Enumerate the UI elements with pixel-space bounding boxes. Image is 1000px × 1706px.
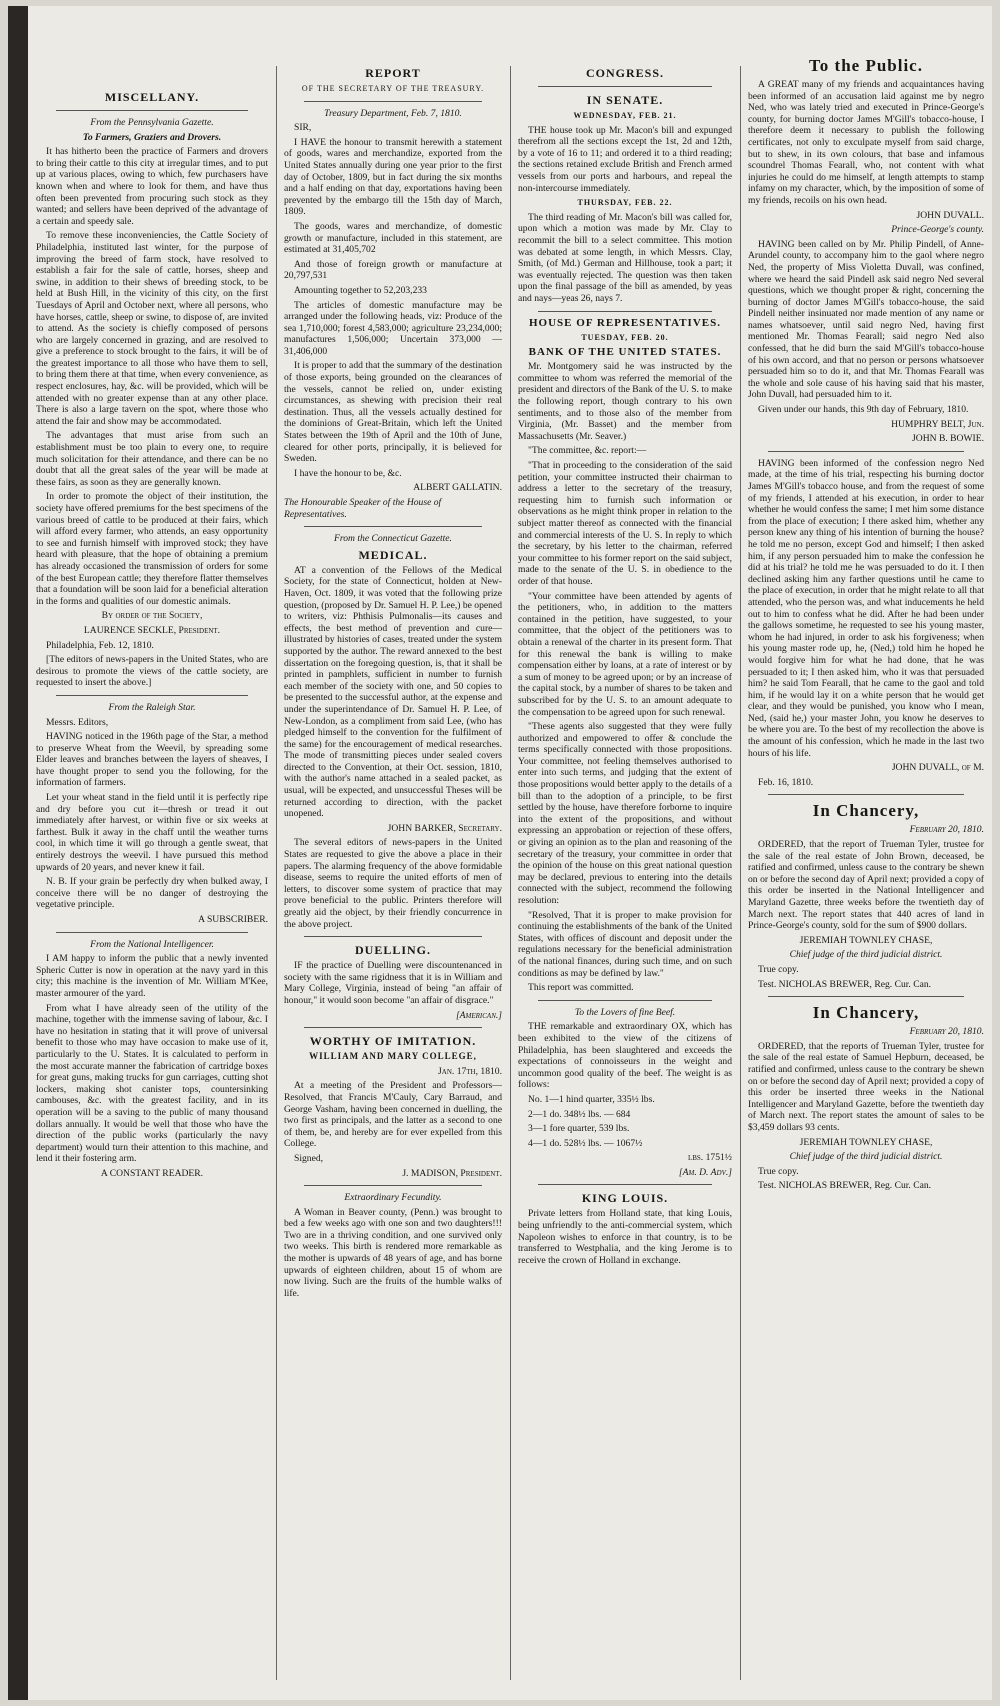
paragraph: HAVING been informed of the confession negro Ned made, at the time of his trial, respecting his burning doctor James M'Gill's tobacco house, and from the request of some of my friends, I attended at his execution, in order to hear whether he would confess the same; I met him some distance from the place of execution; I there asked him, whether any person knew any thing of his intention of burning the house? he told me no person, except God and himself; I then asked him, if any person persuaded him to make the confession he did at his trial? he told me he was persuaded to do it. I then declined asking him any farther questions until he came to the place of execution, in order that he might relate to all that attended, who the person was, and what inducements he held out to him to confess what he did. After he had been under the gallows sometime, he requested to see his young master, whom he had injured, in order to ask his forgiveness; when his young master rode up, he, (Ned,) told him he hoped he would forgive him for what he had done, that he was persuaded to it; I then asked him, who it was that persuaded him? he said Tom Fearall, that he came to the gaol and told him, if he would lay it on a white person that he would get clear, and they would be punished, you know who I mean, Ned, (said he,) your master John, you know he deserves to be where you are. To the best of my recollection the above is the amount of his confession, which he made in the last two hours of his life. xyxy=(748,457,984,759)
paragraph: ORDERED, that the reports of Trueman Tyler, trustee for the sale of the real estate of Samuel Hepburn, deceased, be ratified and confirmed, unless cause to the contrary be shewn on or before the second day of April next; provided a copy of this order be inserted three weeks in the National Intelligencer and Maryland Gazette, before the twentieth day of March next. The report states the amount of sales to be $3,459 dollars 93 cents. xyxy=(748,1040,984,1133)
paragraph: IF the practice of Duelling were discountenanced in society with the same rigidness that it is in William and Mary College, Virginia, instead of being "an affair of honour," it would soon become "an affair of disgrace." xyxy=(284,960,502,1006)
signature: JEREMIAH TOWNLEY CHASE, xyxy=(799,1136,933,1148)
column-1 xyxy=(36,90,268,1680)
editor-note: [The editors of news-papers in the United States, who are desirous to promote the views of the cattle society, are requested to insert the above.] xyxy=(36,654,268,689)
signature: JOHN B. BOWIE. xyxy=(912,433,984,445)
paragraph: "Your committee have been attended by agents of the petitioners, who, in addition to the matters contained in the petition, have suggested, to your committee, that the object of the petitioners was to obtain a renewal of the charter in its present form. That for this renewal the bank is willing to make compensation either by loans, at a rate of interest or by a sum of money to be agreed upon; or by an increase of the capital stock, by a number of shares to be taken and subscribed for by the U. S. to an amount adequate to the compensation to be agreed upon for such renewal. xyxy=(518,590,732,718)
signature: HUMPHRY BELT, Jun. xyxy=(891,418,984,430)
source-tag: [Am. D. Adv.] xyxy=(678,1166,732,1178)
report-heading: REPORT xyxy=(365,66,421,80)
paragraph: To remove these inconveniencies, the Cattle Society of Philadelphia, instituted last winter, for the purpose of improving the breed of farm stock, have resolved to establish a fair for the sale of cattle, horses, sheep and swine, in addition to their shews of breeding stock, to be held at Bush Hill, in the vicinity of this city, on the first Tuesdays of April and October next, where all persons, who have horses, cattle, sheep or swine, to dispose of, are invited to attend. As the society is chiefly composed of persons who are largely concerned in grazing, and are resolved to give a preference to stock brought to the fairs, it will be of the greatest importance to all those who have them to sell, to bring them there at that time, when every convenience, as respect enclosures, hay, &c. will be provided, which will be attended with no greater expense than at any other place. There is also a large tavern on the spot, where those who attend the fair and show may be accommodated. xyxy=(36,230,268,427)
true-copy: True copy. xyxy=(758,1165,799,1177)
dateline: Feb. 16, 1810. xyxy=(758,776,814,788)
signature: JOHN BARKER, Secretary. xyxy=(387,822,502,834)
paragraph: The articles of domestic manufacture may be arranged under the following heads, viz: Produce of the sea 1,710,000; forest 4,583,000; agriculture 23,234,000; manufactures 1,506,000; Uncertain 373,000 — 31,406,000 xyxy=(284,299,502,357)
signature: JOHN DUVALL, of M. xyxy=(891,762,984,774)
paragraph: THE remarkable and extraordinary OX, which has been exhibited to the view of the citizens of Philadelphia, has been slaughtered and exceeds the expectations of connoisseurs in the weight and uncommon good quality of the beef. The weight is as follows: xyxy=(518,1021,732,1091)
column-2 xyxy=(284,66,502,1680)
section-heading: MISCELLANY. xyxy=(104,90,200,104)
dateline: February 20, 1810. xyxy=(909,824,984,836)
chamber-heading: HOUSE OF REPRESENTATIVES. xyxy=(529,316,721,329)
paragraph: Mr. Montgomery said he was instructed by the committee to whom was referred the memorial of the president and directors of the Bank of the U. S. to make the following report, though contrary to his own sentiments, and to those also of the member from Virginia, (Mr. Basset) and the member from Massachusetts (Mr. Seaver.) xyxy=(518,361,732,442)
article-subheading: WILLIAM AND MARY COLLEGE, xyxy=(309,1051,477,1062)
paragraph: "Resolved, That it is proper to make provision for continuing the establishments of the bank of the United States, with offices of discount and deposit under the regulations necessary for the beneficial administration of the national finances, during such time, and on such conditions as may be defined by law." xyxy=(518,909,732,979)
paragraph: It has hitherto been the practice of Farmers and drovers to bring their cattle to this city at irregular times, and to put up at various places, owing to which, few purchasers have known when and where to look for them, and have thus often been prevented from procuring such stock as they wanted; and sellers have been deprived of the advantage of a certain and speedy sale. xyxy=(36,146,268,227)
dateline: WEDNESDAY, FEB. 21. xyxy=(573,111,677,120)
notice-heading: To the Public. xyxy=(809,56,923,75)
paragraph: "These agents also suggested that they were fully authorized and empowered to offer & conclude the terms specifically connected with those propositions. Your committee, not feeling themselves authorised to enter into such terms, and judging that the extent of those propositions would better apply to the details of a bill than to the adoption of a principle, to be first settled by the house, have therefore forborne to inquire into the extent of the propositions, and without expressing an approbation or rejection of these offers, or giving an opinion as to the plan and reasoning of the secretary of the treasury, your committee in order that the opinion of the house on this great national question may be declared, previous to entering into the details connected with the subject, recommend the following resolution: xyxy=(518,721,732,906)
article-heading: BANK OF THE UNITED STATES. xyxy=(528,345,722,358)
paragraph: At a meeting of the President and Professors—Resolved, that Francis M'Cauly, Cary Barraud, and George Vasham, having been concerned in duelling, the two first as principals, and the latter as a second to one of them, be, and hereby are for ever expelled from this College. xyxy=(284,1080,502,1150)
place-line: Prince-George's county. xyxy=(891,224,984,236)
paragraph: I HAVE the honour to transmit herewith a statement of goods, wares and merchandize, exported from the United States annually during one year prior to the first day of October, 1809, but in fact during the six months and a half ending on that day, exportations having been prevented by the embargo till the 15th day of March, 1809. xyxy=(284,136,502,218)
signature-title: Chief judge of the third judicial district. xyxy=(789,1151,943,1163)
column-rule xyxy=(510,66,511,1680)
paragraph: It is proper to add that the summary of the destination of those exports, being grounded on the clearances of the vessels, cannot be relied on, under existing circumstances, as shewing with precision their real destination. Thus, all the vessels actually destined for the dominions of Great-Britain, which left the United States between the 19th of April and the 10th of June, cleared for other ports, principally, it is believed for Sweden. xyxy=(284,360,502,465)
paragraph: And those of foreign growth or manufacture at 20,797,531 xyxy=(284,258,502,282)
article-heading: WORTHY OF IMITATION. xyxy=(309,1034,477,1049)
paragraph: The third reading of Mr. Macon's bill was called for, upon which a motion was made by Mr. Clay to recommit the bill to a select committee. This motion was debated at some length, in which Messrs. Clay, Smith, (of Md.) German and Hillhouse, took a part; it was eventually rejected. The question was then taken upon the final passage of the bill as amended, by yeas and nays—yeas 26, nays 7. xyxy=(518,211,732,304)
signed-line: Signed, xyxy=(294,1152,324,1164)
signature: A SUBSCRIBER. xyxy=(198,914,268,925)
signature: ALBERT GALLATIN. xyxy=(413,482,502,494)
article-heading: To the Lovers of fine Beef. xyxy=(574,1006,676,1018)
dateline: Philadelphia, Feb. 12, 1810. xyxy=(46,639,154,651)
newspaper-page xyxy=(8,6,992,1700)
source-line: From the Pennsylvania Gazette. xyxy=(90,117,214,128)
article-heading: MEDICAL. xyxy=(358,547,428,562)
paragraph: I have the honour to be, &c. xyxy=(294,467,402,479)
page-binding-edge xyxy=(8,6,28,1700)
source-tag: [American.] xyxy=(455,1009,502,1021)
weight-row: 2—1 do. 348½ lbs. — 684 xyxy=(528,1108,631,1120)
paragraph: HAVING been called on by Mr. Philip Pindell, of Anne-Arundel county, to accompany him to the gaol where negro Ned, the property of Miss Violetta Duvall, was confined, where we heard the said Pindell ask said negro Ned several questions, which we thought proper & right, concerning the burning of doctor James M'Gill's tobacco-house, the said Pindell neither insinuated nor made mention of any name or names whatsoever, until said negro Ned, having first mentioned Mr. Thomas Fearall; said negro Ned also confessed, that he did burn the said M'Gill's tobacco-house of his own accord, and that no person or persons whatsoever persuaded him so to do it, and that Mr. Thomas Fearall was the whole and sole cause of his having said that his master, John Duvall, had persuaded him to it. xyxy=(748,238,984,401)
article-heading: DUELLING. xyxy=(354,943,431,958)
paragraph: This report was committed. xyxy=(528,982,634,994)
paragraph: HAVING noticed in the 196th page of the Star, a method to preserve Wheat from the Weevil, by spreading some Elder leaves and branches between the layers of sheaves, I have thought proper to send you the following, for the information of farmers. xyxy=(36,731,268,789)
article-heading: To Farmers, Graziers and Drovers. xyxy=(82,131,222,143)
salutation: Messrs. Editors, xyxy=(46,716,109,728)
paragraph: Given under our hands, this 9th day of February, 1810. xyxy=(758,404,969,416)
source-line: From the Raleigh Star. xyxy=(108,701,196,713)
paragraph: In order to promote the object of their institution, the society have offered premiums for the best specimens of the various breed of cattle to be produced at their fairs, which will afford every farmer, who attends, an easy opportunity to see and furnish himself with improved stock; they have heard with pleasure, that the hope of obtaining a premium has already occasioned the transmission of orders for some of the best European cattle; they therefore flatter themselves that a foundation will be soon laid for a beneficial alteration in the forms and qualities of our domestic animals. xyxy=(36,491,268,607)
true-copy: True copy. xyxy=(758,963,799,975)
paragraph: Let your wheat stand in the field until it is perfectly ripe and dry before you cut it—thresh or tread it out immediately after harvest, or within five or six weeks at farthest. Bulk it away in the chaff until the weather turns cool, in which time it will go through a gentle sweat, that entirely destroys the weevil. I have pursued this method upwards of 20 years, and never knew it fail. xyxy=(36,792,268,873)
article-heading: Extraordinary Fecundity. xyxy=(344,1192,442,1204)
chamber-heading: IN SENATE. xyxy=(586,93,664,107)
paragraph: The advantages that must arise from such an establishment must be too plain to every one, to require much solicitation for their attendance, and there can be no doubt that all the great sales of the year will be made at these fairs, as soon as they are generally known. xyxy=(36,430,268,488)
signature-title: Chief judge of the third judicial district. xyxy=(789,949,943,961)
article-heading: KING LOUIS. xyxy=(581,1191,669,1206)
paragraph: The several editors of news-papers in the United States are requested to give the above a place in their papers. The alarming frequency of the above formidable disease, seems to require the united efforts of men of letters, to discover some system of practice that may prove beneficial to the public. Printers therefore will greatly aid the object, by their friendly concurrence in the above project. xyxy=(284,837,502,930)
signature: A CONSTANT READER. xyxy=(100,1167,204,1179)
teste-line: Test. NICHOLAS BREWER, Reg. Cur. Can. xyxy=(758,978,932,990)
report-subheading: OF THE SECRETARY OF THE TREASURY. xyxy=(301,84,485,93)
paragraph: From what I have already seen of the utility of the machine, together with the immense saving of labour, &c. I have no hesitation in stating that it will prove of universal benefit to those who may have occasion to make use of it, particularly to the U. States. It is calculated to perform in the most accurate manner the fabrication of cartridge boxes for great guns, making trucks for gun carriages, cutting shot lockers, making shot canister tops, countersinking cambouses, &c. with the greatest facility, and in its operation will be a saving to the public of many thousand dollars annually. It would be well that those who have the direction of the public works (particularly the navy department) would turn their attention to this machine, and lend it their fostering arm. xyxy=(36,1002,268,1165)
column-3 xyxy=(518,66,732,1680)
paragraph: ORDERED, that the report of Trueman Tyler, trustee for the sale of the real estate of John Brown, deceased, be ratified and confirmed, unless cause to the contrary be shewn on or before the second day of April next; provided a copy of this order be inserted in the National Intelligencer and Maryland Gazette, three weeks before the twentieth day of March next. The report states that 440 acres of land in Prince-George's county, sold for the sum of $900 dollars. xyxy=(748,839,984,932)
dateline: February 20, 1810. xyxy=(909,1026,984,1038)
source-line: From the National Intelligencer. xyxy=(90,938,214,950)
paragraph: "That in proceeding to the consideration of the said petition, your committee instructed their chairman to address a letter to the secretary of the treasury, requesting him to furnish such information or observations as he might think proper in relation to the subject matter thereof as connected with the financial and commercial interests of the U. S. In reply to which the secretary, by his letter to the chairman, referred your committee to his former report on the said subject, made to the senate of the U. S. in obedience to the order of that house. xyxy=(518,460,732,587)
weight-row: 3—1 fore quarter, 539 lbs. xyxy=(528,1123,630,1135)
paragraph: Amounting together to 52,203,233 xyxy=(294,284,427,296)
address-line: The Honourable Speaker of the House of Representatives. xyxy=(284,497,442,520)
salutation: SIR, xyxy=(294,122,312,134)
column-rule xyxy=(740,66,741,1680)
signature: J. MADISON, President. xyxy=(402,1167,502,1179)
signature: JEREMIAH TOWNLEY CHASE, xyxy=(799,934,933,946)
paragraph: AT a convention of the Fellows of the Medical Society, for the state of Connecticut, holden at New-Haven, Oct. 1809, it was voted that the following prize question, (proposed by Dr. Samuel H. P. Lee,) be opened to writers, viz: Phthisis Pulmonalis—its causes and effects, the best method of prevention and cure—illustrated by histories of cases, treated under the system supported by the author. The reward annexed to the best dissertation on the foregoing question, is, that it shall be printed in pamphlets, sufficient in number to furnish each member of the society with one, and 50 copies to be presented to the successful author, at the expense and under the superintendance of Dr. Samuel H. P. Lee, of New-London, as a compliment from said Lee, (who has pledged himself to the convention for the fulfilment of the same) for the encouragement of medical researches. The mode of transmitting pieces under sealed covers directed to the Convention, at their Oct. session, 1810, with the author's name attached in a sealed packet, as usual, will be expected, and unsuccessful Theses will be returned according to direction, with the packet unopened. xyxy=(284,564,502,820)
dateline: THURSDAY, FEB. 22. xyxy=(577,198,673,208)
teste-line: Test. NICHOLAS BREWER, Reg. Cur. Can. xyxy=(758,1180,932,1192)
paragraph: THE house took up Mr. Macon's bill and expunged therefrom all the sections except the 1st, 2d and 12th, by a vote of 16 to 11; and ordered it to a third reading; the sections retained exclude British and French armed vessels from our ports and harbours, and repeal the non-intercourse immediately. xyxy=(518,124,732,194)
column-rule xyxy=(276,66,277,1680)
source-line: From the Connecticut Gazette. xyxy=(334,533,452,545)
signature-line: By order of the Society, xyxy=(101,610,203,622)
signature: LAURENCE SECKLE, President. xyxy=(83,624,221,636)
weight-row: No. 1—1 hind quarter, 335½ lbs. xyxy=(528,1093,655,1105)
paragraph: The goods, wares and merchandize, of domestic growth or manufacture, included in this statement, are estimated at 31,405,702 xyxy=(284,220,502,256)
paragraph: N. B. If your grain be perfectly dry when bulked away, I conceive there will be no danger of destroying the vegetative principle. xyxy=(36,876,268,911)
section-heading: CONGRESS. xyxy=(585,66,665,80)
paragraph: I AM happy to inform the public that a newly invented Spheric Cutter is now in operation at the navy yard in this city; this machine is the invention of Mr. William M'Kee, master armourer of the yard. xyxy=(36,953,268,999)
weight-total: lbs. 1751½ xyxy=(687,1152,732,1164)
paragraph: "The committee, &c. report:— xyxy=(528,445,647,457)
dateline: TUESDAY, FEB. 20. xyxy=(581,333,669,343)
notice-heading: In Chancery, xyxy=(812,801,920,821)
paragraph: A GREAT many of my friends and acquaintances having been informed of an accusation laid against me by negro Ned, who was lately tried and executed in Prince-George's county, for burning doctor James M'Gill's tobacco-house, I therefore deem it necessary to publish the following certificates, not only to exculpate myself from said charge, but to shew, in its own colours, that base and infamous scoundrel Thomas Fearall, who, not content with what injuries he could do me himself, at length attempts to stamp infamy on my character, which, by the imposition of some of my friends, recoils on his own head. xyxy=(748,79,984,206)
column-4 xyxy=(748,56,984,1680)
signature: JOHN DUVALL. xyxy=(916,209,984,221)
weight-row: 4—1 do. 528½ lbs. — 1067½ xyxy=(528,1137,643,1149)
dateline: Treasury Department, Feb. 7, 1810. xyxy=(324,107,462,119)
paragraph: A Woman in Beaver county, (Penn.) was brought to bed a few weeks ago with one son and two daughters!!! Two are in a thriving condition, and one survived only two weeks. This birth is rendered more remarkable as the mother is upwards of 48 years of age, and has borne upwards of eighteen children, about 15 of whom are now living. Such are the fruits of the humble walks of life. xyxy=(284,1206,502,1299)
dateline: Jan. 17th, 1810. xyxy=(438,1065,502,1077)
paragraph: Private letters from Holland state, that king Louis, being unfriendly to the anti-commercial system, which Napoleon wishes to enforce in that country, is to be transferred to Westphalia, and the king Jerome is to receive the crown of Holland in exchange. xyxy=(518,1208,732,1266)
notice-heading: In Chancery, xyxy=(812,1003,920,1023)
